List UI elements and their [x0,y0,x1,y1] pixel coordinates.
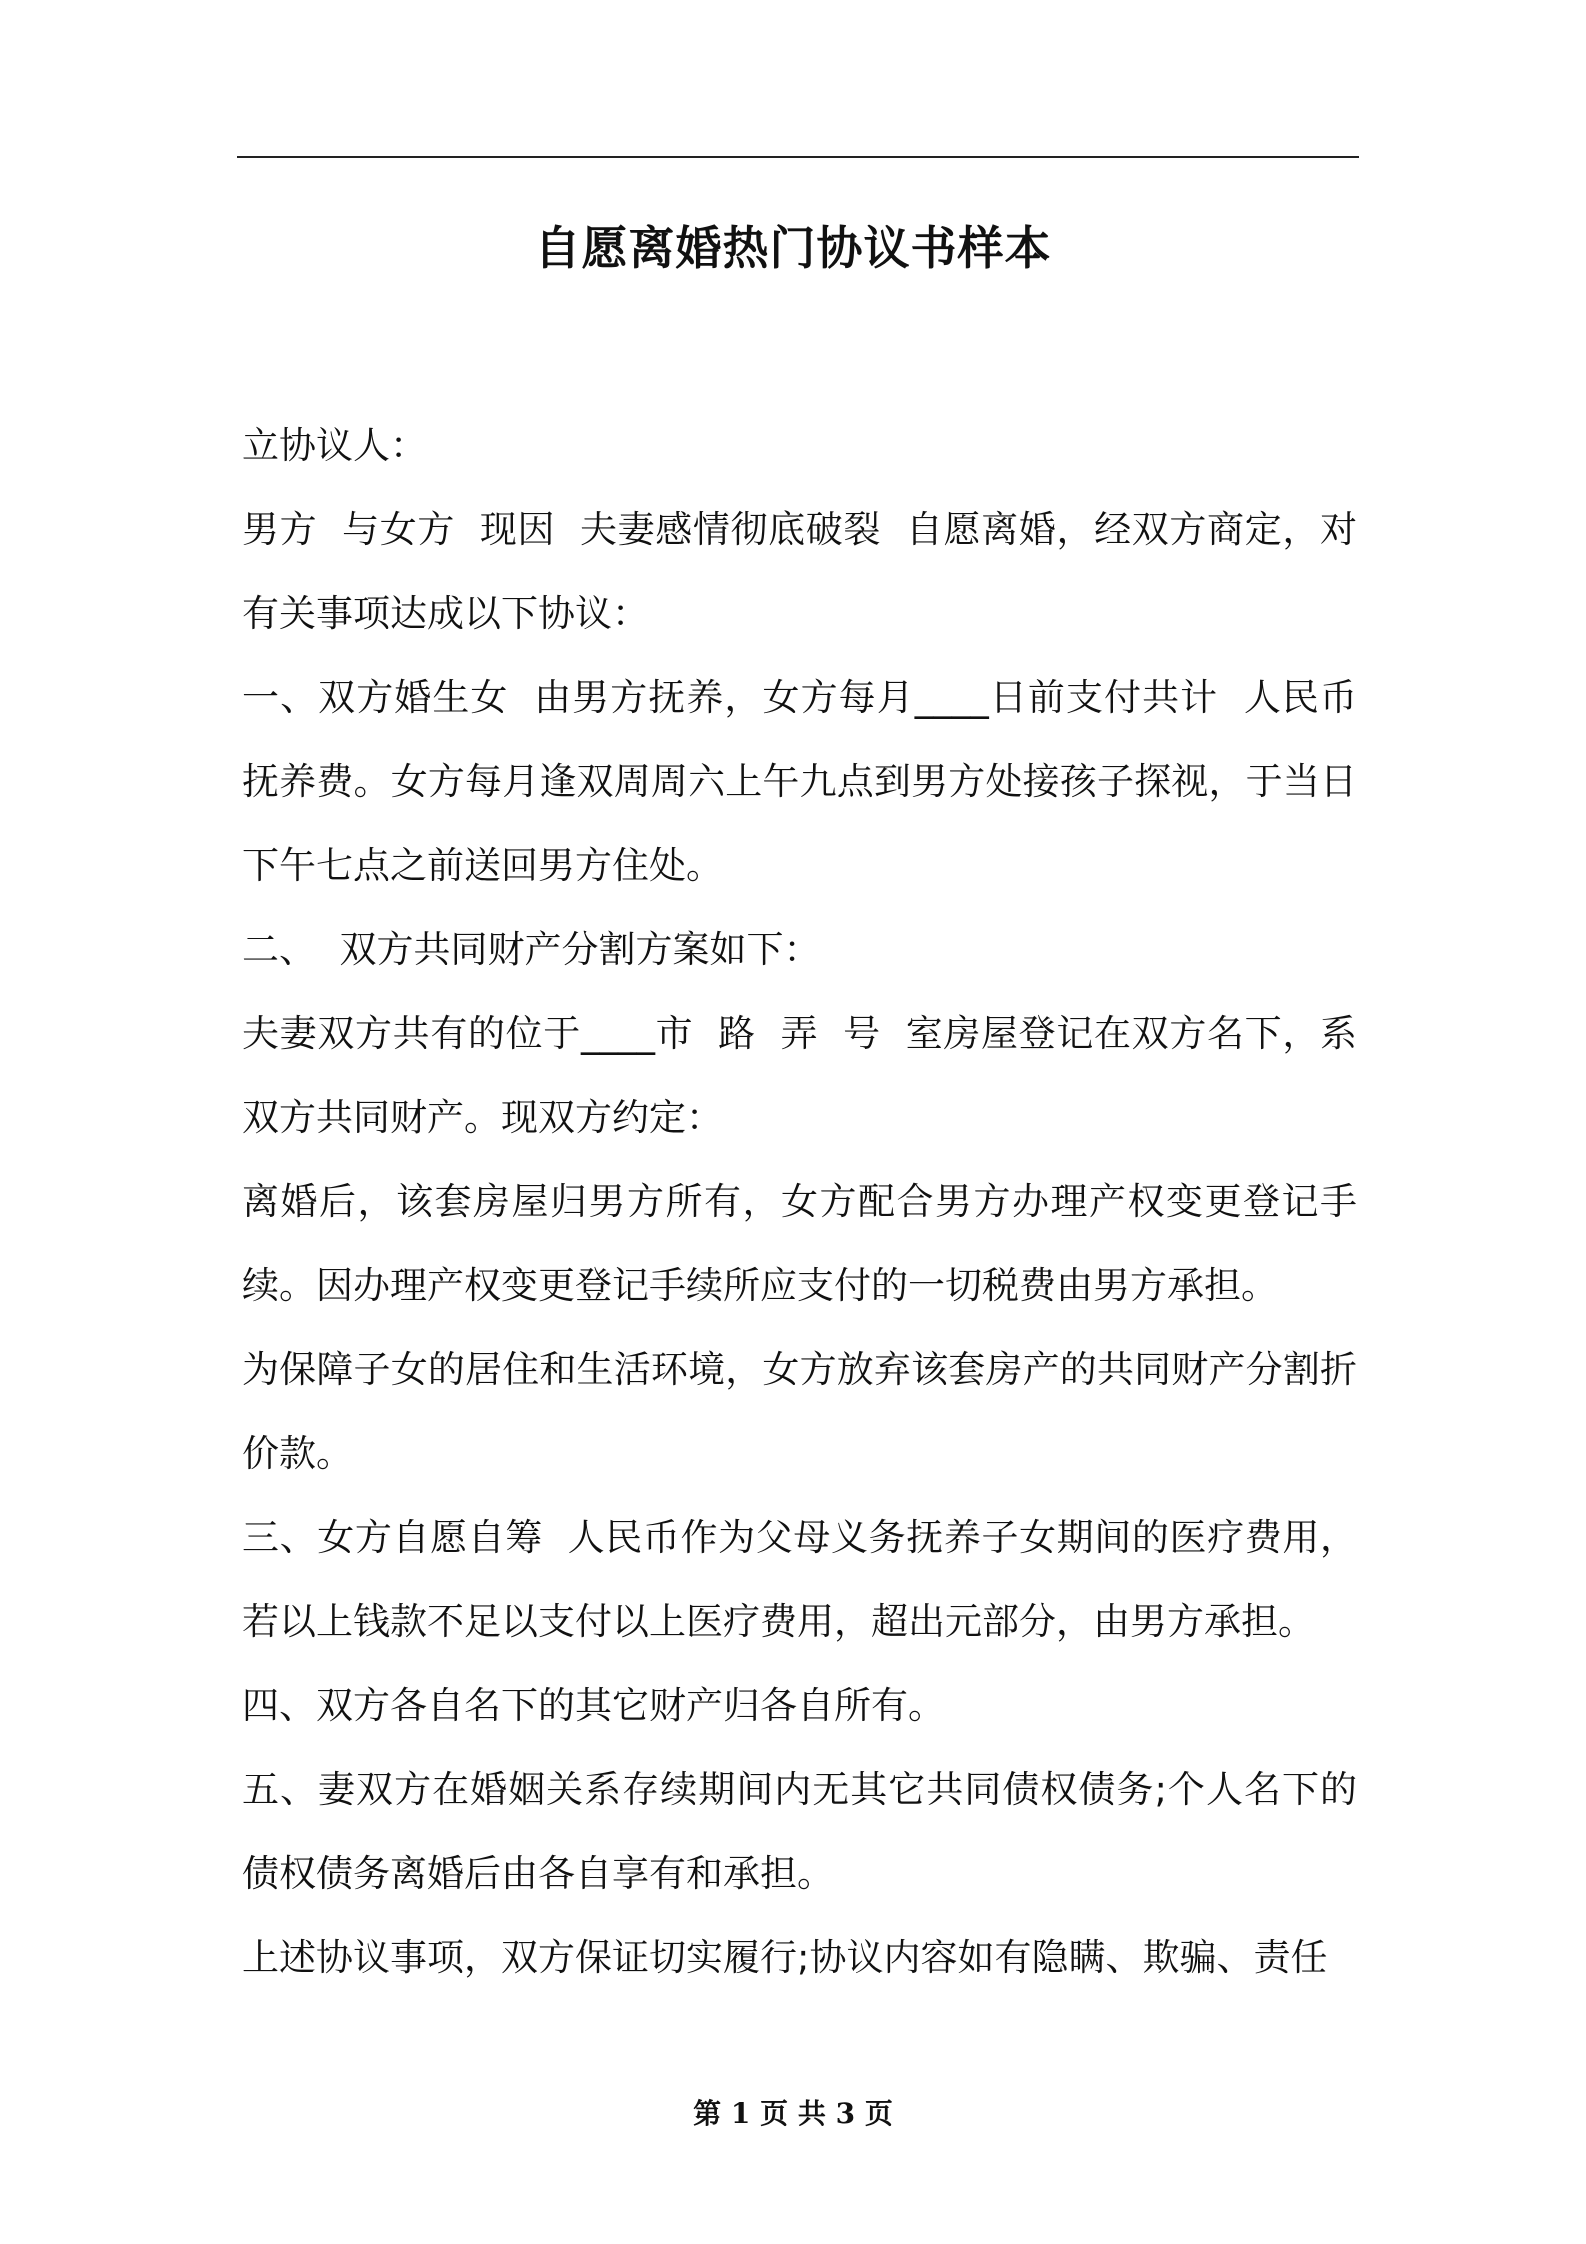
paragraph-property-ownership: 离婚后，该套房屋归男方所有，女方配合男方办理产权变更登记手续。因办理产权变更登记手续所应支付的一切税费由男方承担。 [242,1180,1357,1307]
paragraph-parties-heading: 立协议人： [242,424,427,467]
document-body [242,404,1357,2000]
paragraph-clause-2-heading: 二、 双方共同财产分割方案如下： [242,928,821,971]
paragraph-property-location: 夫妻双方共有的位于____市 路 弄 号 室房屋登记在双方名下，系双方共同财产。现双方约定： [242,1012,1357,1139]
paragraph-guarantee: 上述协议事项，双方保证切实履行;协议内容如有隐瞒、欺骗、责任 [242,1936,1328,1979]
paragraph-property-waiver: 为保障子女的居住和生活环境，女方放弃该套房产的共同财产分割折价款。 [242,1348,1357,1475]
header-rule [237,156,1359,158]
paragraph-clause-5-debts: 五、妻双方在婚姻关系存续期间内无其它共同债权债务;个人名下的债权债务离婚后由各自享有和承担。 [242,1768,1357,1895]
document-title: 自愿离婚热门协议书样本 [534,221,1052,275]
paragraph-clause-3-medical: 三、女方自愿自筹 人民币作为父母义务抚养子女期间的医疗费用，若以上钱款不足以支付以上医疗费用，超出元部分，由男方承担。 [242,1516,1357,1643]
paragraph-clause-1-custody: 一、双方婚生女 由男方抚养，女方每月____日前支付共计 人民币抚养费。女方每月逢双周周六上午九点到男方处接孩子探视，于当日下午七点之前送回男方住处。 [242,676,1357,887]
paragraph-clause-4-other-property: 四、双方各自名下的其它财产归各自所有。 [242,1684,945,1727]
paragraph-intro: 男方 与女方 现因 夫妻感情彻底破裂 自愿离婚，经双方商定，对有关事项达成以下协议： [242,508,1357,635]
page-number: 第 1 页 共 3 页 [693,2097,893,2130]
